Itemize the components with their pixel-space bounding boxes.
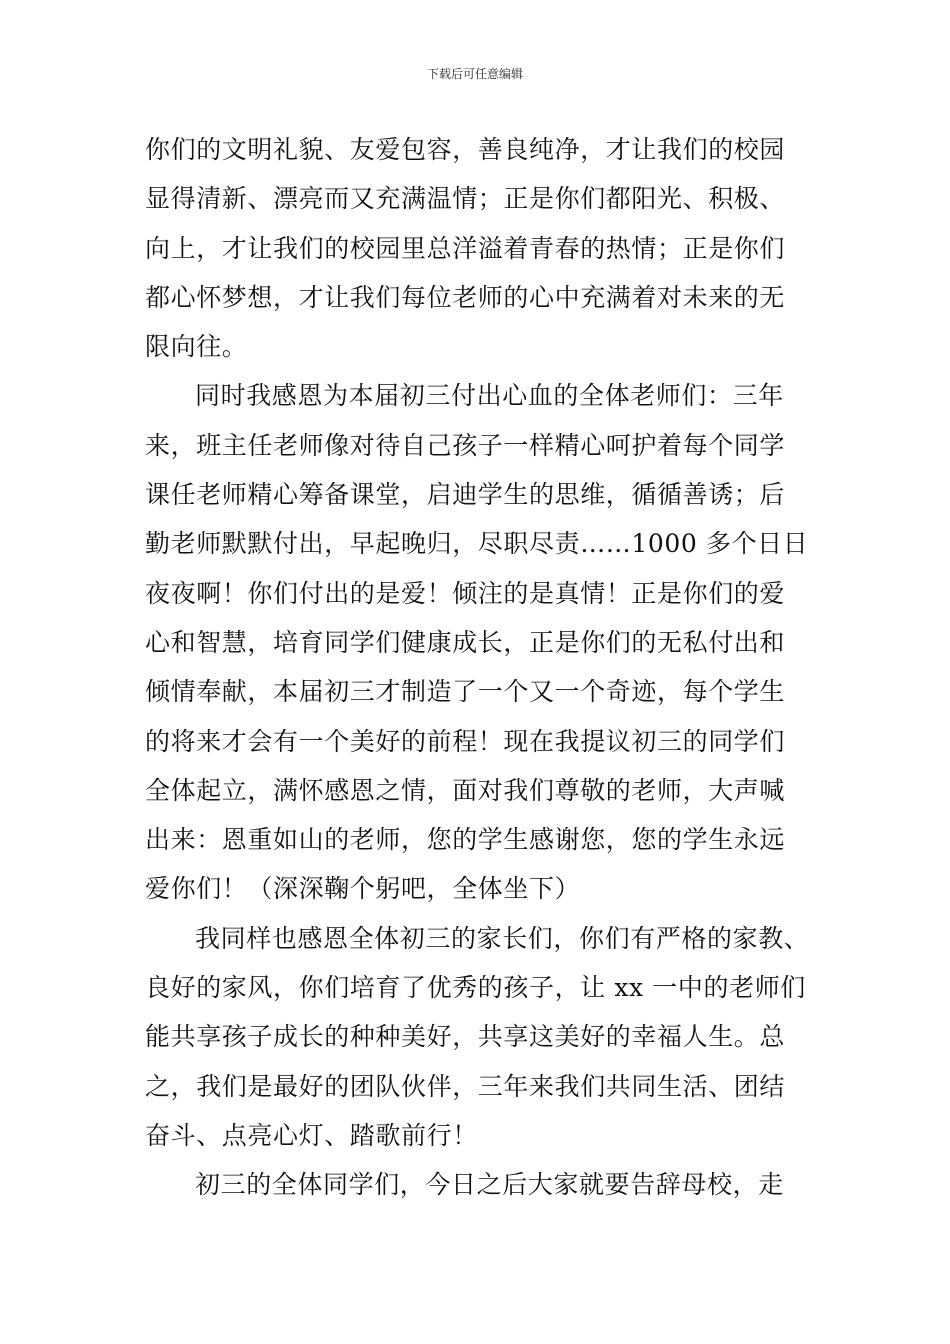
- page-header: 下载后可任意编辑: [426, 67, 523, 81]
- text-line: 之，我们是最好的团队伙伴，三年来我们共同生活、团结: [145, 1071, 786, 1101]
- paragraph: [145, 1160, 825, 1209]
- paragraph: [145, 371, 825, 913]
- text-line: 出来：恩重如山的老师，您的学生感谢您，您的学生永远: [145, 825, 786, 855]
- text-line: 心和智慧，培育同学们健康成长，正是你们的无私付出和: [145, 627, 786, 657]
- paragraph: [145, 125, 825, 371]
- text-line: 良好的家风，你们培育了优秀的孩子，让 xx 一中的老师们: [145, 973, 806, 1003]
- body-text: [145, 125, 825, 1210]
- text-line: 夜夜啊！你们付出的是爱！倾注的是真情！正是你们的爱: [145, 578, 786, 608]
- text-line: 能共享孩子成长的种种美好，共享这美好的幸福人生。总: [145, 1022, 786, 1052]
- text-line: 倾情奉献，本届初三才制造了一个又一个奇迹，每个学生: [145, 677, 786, 707]
- text-line: 向上，才让我们的校园里总洋溢着青春的热情；正是你们: [145, 233, 786, 263]
- text-line: 都心怀梦想，才让我们每位老师的心中充满着对未来的无: [145, 282, 786, 312]
- paragraph: [145, 914, 825, 1160]
- text-line: 限向往。: [145, 332, 248, 362]
- text-line: 你们的文明礼貌、友爱包容，善良纯净，才让我们的校园: [145, 135, 786, 164]
- text-line: 来，班主任老师像对待自己孩子一样精心呵护着每个同学: [145, 430, 786, 460]
- text-line: 全体起立，满怀感恩之情，面对我们尊敬的老师，大声喊: [145, 775, 786, 805]
- text-line: 爱你们！（深深鞠个躬吧，全体坐下）: [145, 874, 581, 904]
- text-line: 显得清新、漂亮而又充满温情；正是你们都阳光、积极、: [145, 184, 786, 214]
- text-line: 勤老师默默付出，早起晚归，尽职尽责……1000 多个日日: [145, 529, 809, 559]
- text-line: 课任老师精心筹备课堂，启迪学生的思维，循循善诱；后: [145, 480, 786, 510]
- text-line: 初三的全体同学们，今日之后大家就要告辞母校，走: [195, 1170, 784, 1200]
- text-line: 的将来才会有一个美好的前程！现在我提议初三的同学们: [145, 726, 786, 756]
- text-line: 奋斗、点亮心灯、踏歌前行！: [145, 1120, 478, 1150]
- text-line: 我同样也感恩全体初三的家长们，你们有严格的家教、: [195, 923, 810, 953]
- text-line: 同时我感恩为本届初三付出心血的全体老师们：三年: [195, 381, 784, 411]
